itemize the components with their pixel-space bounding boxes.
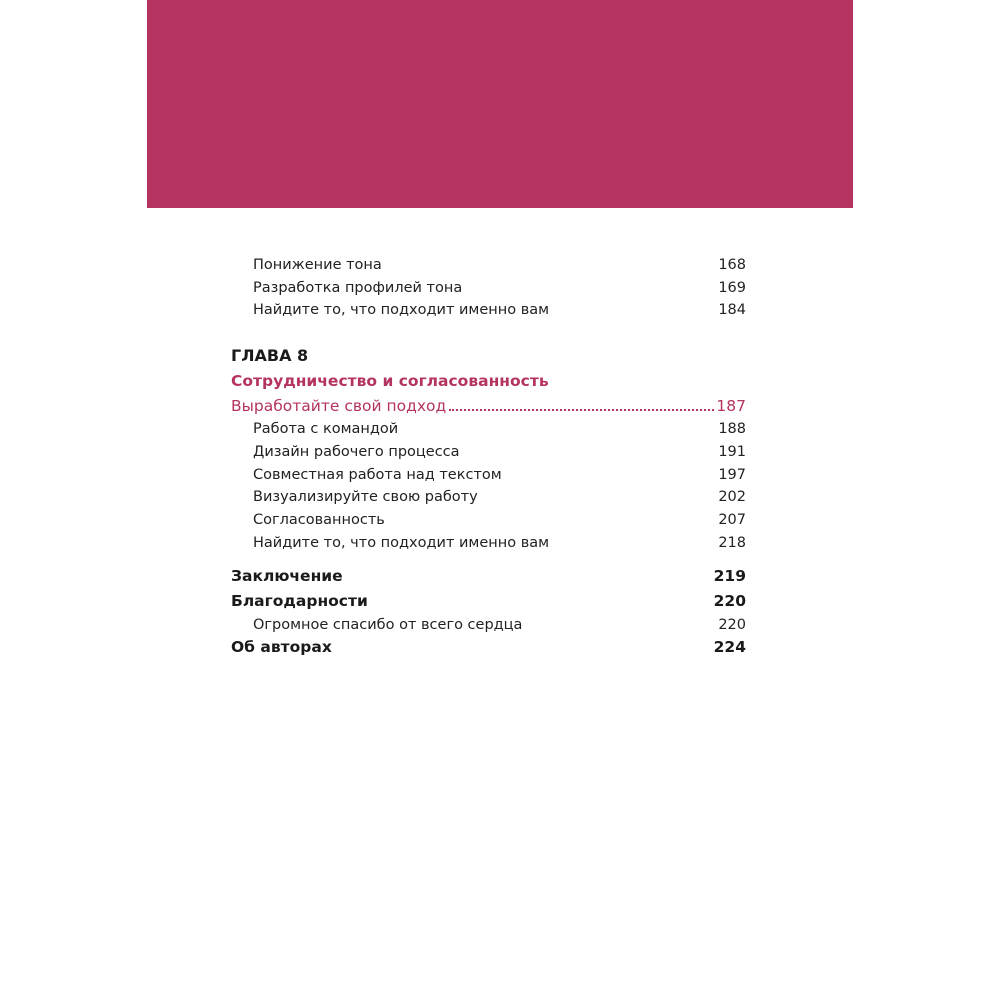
toc-entry-page: 220 [713, 592, 746, 610]
toc-entry-prev-3[interactable] [231, 302, 746, 318]
toc-entry-title: Работа с командой [253, 421, 399, 437]
toc-entry-page: 188 [718, 421, 746, 437]
chapter-title: Сотрудничество и согласованность [231, 372, 549, 390]
toc-entry-6[interactable] [231, 535, 746, 551]
toc-entry-conclusion[interactable] [231, 567, 746, 585]
toc-entry-3[interactable] [231, 467, 746, 483]
toc-entry-page: 220 [718, 617, 746, 633]
toc-entry-about-authors[interactable] [231, 638, 746, 656]
toc-entry-2[interactable] [231, 444, 746, 460]
toc-entry-title: Огромное спасибо от всего сердца [253, 617, 523, 633]
section-title: Выработайте свой подход [231, 397, 447, 415]
toc-entry-title: Понижение тона [253, 257, 382, 273]
toc-entry-5[interactable] [231, 512, 746, 528]
toc-entry-title: Согласованность [253, 512, 385, 528]
toc-entry-prev-2[interactable] [231, 280, 746, 296]
chapter-label: ГЛАВА 8 [231, 346, 309, 365]
toc-entry-thanks[interactable] [231, 617, 746, 633]
toc-entry-prev-1[interactable] [231, 257, 746, 273]
toc-entry-title: Совместная работа над текстом [253, 467, 502, 483]
toc-entry-page: 168 [718, 257, 746, 273]
toc-entry-acknowledgements[interactable] [231, 592, 746, 610]
toc-entry-title: Визуализируйте свою работу [253, 489, 478, 505]
toc-entry-page: 197 [718, 467, 746, 483]
toc-entry-page: 169 [718, 280, 746, 296]
toc-entry-page: 202 [718, 489, 746, 505]
toc-entry-title: Заключение [231, 567, 343, 585]
toc-entry-1[interactable] [231, 421, 746, 437]
toc-entry-title: Найдите то, что подходит именно вам [253, 302, 550, 318]
toc-entry-page: 207 [718, 512, 746, 528]
toc-entry-title: Дизайн рабочего процесса [253, 444, 460, 460]
toc-entry-title: Разработка профилей тона [253, 280, 463, 296]
toc-entry-page: 224 [713, 638, 746, 656]
toc-entry-page: 191 [718, 444, 746, 460]
toc-entry-page: 184 [718, 302, 746, 318]
section-page: 187 [716, 397, 746, 415]
toc-entry-title: Об авторах [231, 638, 332, 656]
toc-entry-4[interactable] [231, 489, 746, 505]
dot-leader [449, 409, 714, 411]
toc-entry-page: 218 [718, 535, 746, 551]
header-banner [147, 0, 853, 208]
toc-entry-title: Найдите то, что подходит именно вам [253, 535, 550, 551]
toc-section-entry[interactable] [231, 397, 746, 415]
toc-entry-page: 219 [713, 567, 746, 585]
toc-entry-title: Благодарности [231, 592, 368, 610]
